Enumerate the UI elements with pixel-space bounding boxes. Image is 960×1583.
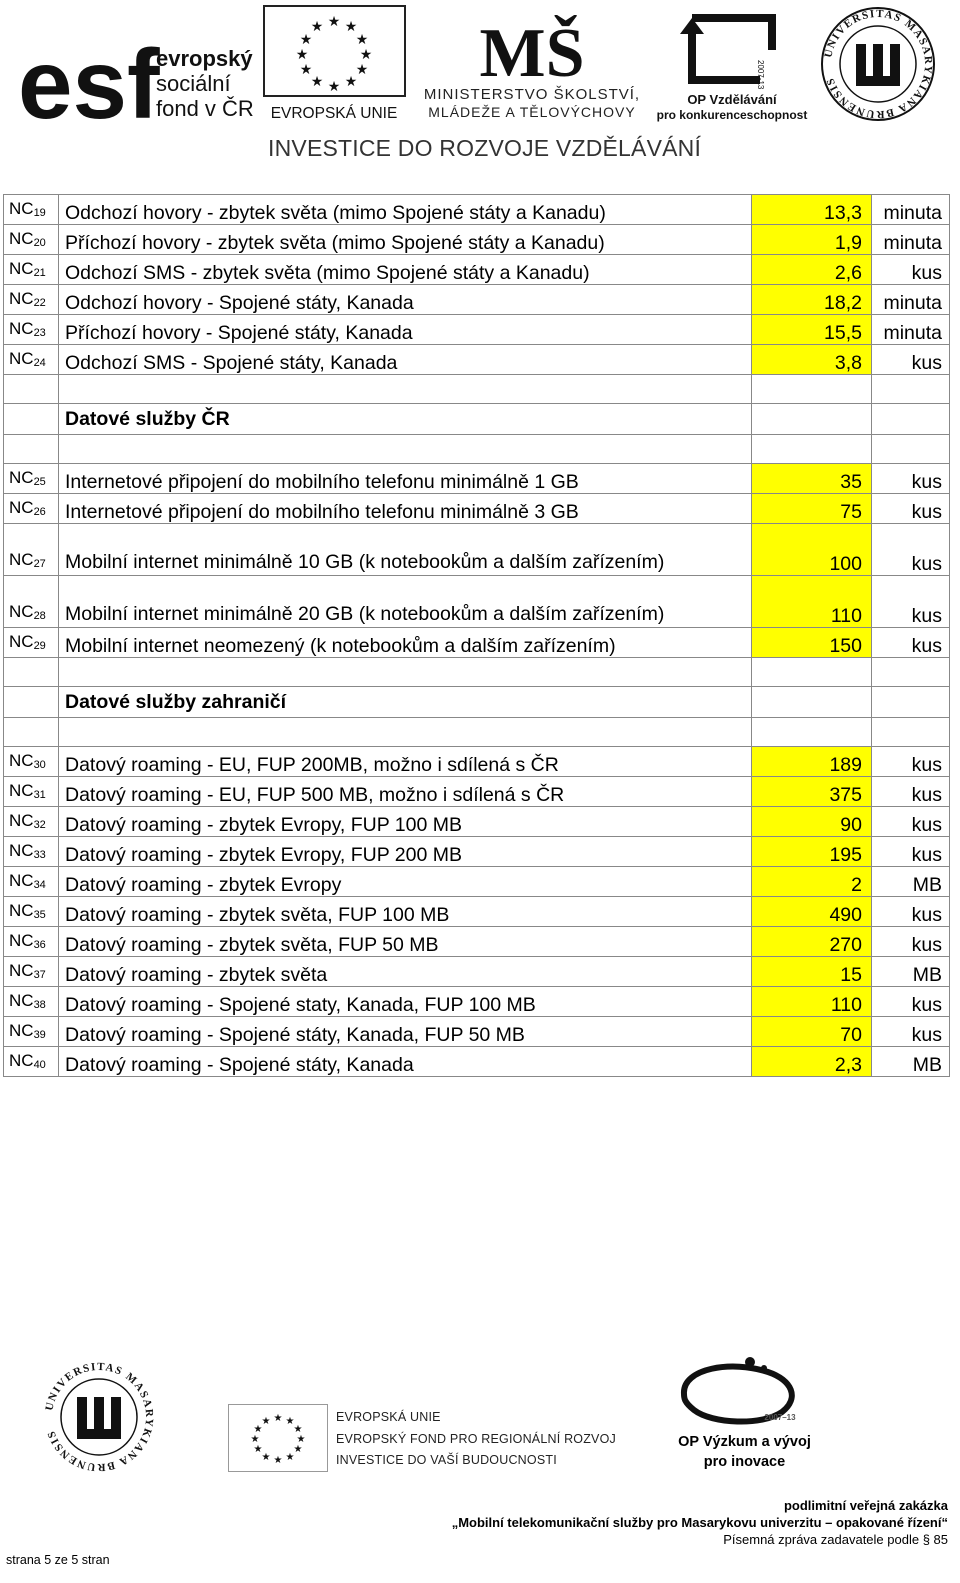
item-code [4, 255, 59, 285]
item-description: Datový roaming - zbytek světa [59, 957, 752, 987]
item-unit: kus [872, 464, 950, 494]
item-description: Mobilní internet minimálně 10 GB (k notebookům a dalším zařízením) [59, 524, 752, 576]
item-unit: MB [872, 957, 950, 987]
item-description: Datový roaming - EU, FUP 200MB, možno i sdílená s ČR [59, 747, 752, 777]
msmt-logo [412, 4, 652, 122]
item-code-prefix: NC [9, 199, 34, 218]
item-code-prefix: NC [9, 1021, 34, 1040]
item-quantity: 18,2 [752, 285, 872, 315]
svg-text:★: ★ [344, 73, 358, 89]
item-code-prefix: NC [9, 602, 34, 621]
item-code-number: 19 [33, 207, 46, 219]
item-quantity: 15,5 [752, 315, 872, 345]
svg-text:★: ★ [285, 1452, 295, 1463]
item-unit: kus [872, 927, 950, 957]
item-unit: MB [872, 1047, 950, 1077]
item-code-number: 40 [33, 1059, 46, 1071]
item-unit: minuta [872, 195, 950, 225]
item-description: Datový roaming - zbytek světa, FUP 50 MB [59, 927, 752, 957]
eu-footer-line-3: INVESTICE DO VAŠÍ BUDOUCNOSTI [336, 1453, 557, 1467]
item-description: Odchozí hovory - Spojené státy, Kanada [59, 285, 752, 315]
item-unit [872, 658, 950, 687]
table-row [4, 777, 950, 807]
item-code [4, 897, 59, 927]
item-code-prefix: NC [9, 468, 34, 487]
item-description: Odchozí SMS - Spojené státy, Kanada [59, 345, 752, 375]
item-code [4, 1047, 59, 1077]
item-unit: minuta [872, 285, 950, 315]
svg-text:★: ★ [253, 1424, 263, 1435]
item-code-prefix: NC [9, 991, 34, 1010]
item-code [4, 1017, 59, 1047]
eu-label: EVROPSKÁ UNIE [270, 105, 398, 122]
item-quantity: 375 [752, 777, 872, 807]
item-description: Datový roaming - Spojené státy, Kanada [59, 1047, 752, 1077]
item-code-number: 37 [33, 969, 46, 981]
item-description: Datový roaming - EU, FUP 500 MB, možno i sdílená s ČR [59, 777, 752, 807]
item-unit [872, 435, 950, 464]
svg-text:★: ★ [250, 1434, 260, 1445]
star-circle-icon [251, 1413, 306, 1466]
svg-text:★: ★ [299, 61, 313, 77]
item-unit: kus [872, 255, 950, 285]
msmt-text-1: MINISTERSTVO ŠKOLSTVÍ, [423, 86, 641, 103]
item-quantity [752, 718, 872, 747]
item-code-number: 22 [33, 297, 46, 309]
item-unit: kus [872, 837, 950, 867]
item-code-number: 29 [33, 640, 46, 652]
item-code-number: 28 [33, 610, 46, 622]
item-unit: MB [872, 867, 950, 897]
item-code [4, 987, 59, 1017]
opvv-text-1: OP Výzkum a vývoj [678, 1434, 811, 1450]
item-description: Příchozí hovory - Spojené státy, Kanada [59, 315, 752, 345]
item-code [4, 867, 59, 897]
item-quantity: 2,6 [752, 255, 872, 285]
table-row [4, 747, 950, 777]
item-code-prefix: NC [9, 259, 34, 278]
item-code [4, 195, 59, 225]
eu-flag-logo [262, 4, 407, 122]
item-code-number: 20 [33, 237, 46, 249]
item-code-number: 33 [33, 849, 46, 861]
item-description: Internetové připojení do mobilního telefonu minimálně 1 GB [59, 464, 752, 494]
item-unit: kus [872, 494, 950, 524]
item-quantity: 2 [752, 867, 872, 897]
star-circle-icon [296, 13, 373, 94]
item-description [59, 718, 752, 747]
item-description: Internetové připojení do mobilního telefonu minimálně 3 GB [59, 494, 752, 524]
item-quantity: 270 [752, 927, 872, 957]
item-quantity: 490 [752, 897, 872, 927]
item-code-prefix: NC [9, 289, 34, 308]
tagline: INVESTICE DO ROZVOJE VZDĚLÁVÁNÍ [268, 135, 702, 161]
item-description [59, 658, 752, 687]
item-unit [872, 718, 950, 747]
svg-text:★: ★ [310, 18, 324, 34]
item-unit: kus [872, 987, 950, 1017]
svg-text:★: ★ [261, 1416, 271, 1427]
item-quantity: 3,8 [752, 345, 872, 375]
item-description: Datový roaming - zbytek Evropy [59, 867, 752, 897]
item-code-prefix: NC [9, 901, 34, 920]
item-code [4, 225, 59, 255]
item-code-number: 35 [33, 909, 46, 921]
opvk-years: 2007-13 [756, 60, 765, 90]
table-row [4, 255, 950, 285]
eu-footer-line-2: EVROPSKÝ FOND PRO REGIONÁLNÍ ROZVOJ [336, 1432, 616, 1446]
eu-flag-footer-logo [228, 1404, 328, 1472]
item-unit: kus [872, 628, 950, 658]
item-description: Datový roaming - zbytek světa, FUP 100 MB [59, 897, 752, 927]
opvk-text-1: OP Vzdělávání [687, 92, 777, 107]
svg-text:★: ★ [327, 78, 341, 94]
item-code-prefix: NC [9, 871, 34, 890]
footer-logos [0, 1350, 960, 1480]
item-unit: kus [872, 897, 950, 927]
item-description: Datový roaming - Spojené státy, Kanada, FUP 50 MB [59, 1017, 752, 1047]
item-code-prefix: NC [9, 841, 34, 860]
item-description [59, 435, 752, 464]
item-quantity: 35 [752, 464, 872, 494]
opvv-text [672, 1432, 817, 1472]
table-row [4, 897, 950, 927]
item-code [4, 628, 59, 658]
svg-text:★: ★ [253, 1444, 263, 1455]
item-code [4, 837, 59, 867]
item-quantity: 150 [752, 628, 872, 658]
svg-text:UNIVERSITAS MASARYKIANA BRUNEN: UNIVERSITAS MASARYKIANA BRUNENSIS [43, 1360, 156, 1474]
svg-text:UNIVERSITAS MASARYKIANA BRUNEN: UNIVERSITAS MASARYKIANA BRUNENSIS [822, 7, 935, 121]
item-code-number: 24 [33, 357, 46, 369]
item-quantity: 195 [752, 837, 872, 867]
section-header-row [4, 687, 950, 718]
spacer-row [4, 718, 950, 747]
section-header-row [4, 404, 950, 435]
item-description: Příchozí hovory - zbytek světa (mimo Spojené státy a Kanadu) [59, 225, 752, 255]
item-unit: kus [872, 747, 950, 777]
item-code-prefix: NC [9, 498, 34, 517]
footer-info [452, 1497, 948, 1548]
report-reference: Písemná zpráva zadavatele podle § 85 [723, 1532, 948, 1547]
svg-text:★: ★ [261, 1452, 271, 1463]
item-quantity: 110 [752, 987, 872, 1017]
item-description: Mobilní internet neomezený (k notebookům a dalším zařízením) [59, 628, 752, 658]
item-code-number: 32 [33, 819, 46, 831]
item-quantity: 110 [752, 576, 872, 628]
tender-name: „Mobilní telekomunikační služby pro Masarykovu univerzitu – opakované řízení“ [451, 1515, 948, 1530]
price-table [3, 194, 950, 1077]
item-description: Odchozí SMS - zbytek světa (mimo Spojené státy a Kanadu) [59, 255, 752, 285]
item-code-prefix: NC [9, 632, 34, 651]
svg-text:★: ★ [359, 46, 373, 62]
item-code-number: 34 [33, 879, 46, 891]
item-code-prefix: NC [9, 319, 34, 338]
item-unit: minuta [872, 225, 950, 255]
item-code [4, 747, 59, 777]
item-description [59, 375, 752, 404]
item-unit: minuta [872, 315, 950, 345]
table-row [4, 494, 950, 524]
item-quantity: 2,3 [752, 1047, 872, 1077]
item-description: Datový roaming - zbytek Evropy, FUP 100 MB [59, 807, 752, 837]
table-row [4, 628, 950, 658]
muni-seal-logo [818, 4, 938, 124]
item-code-number: 23 [33, 327, 46, 339]
item-code [4, 435, 59, 464]
item-code-prefix: NC [9, 961, 34, 980]
spacer-row [4, 435, 950, 464]
item-code [4, 375, 59, 404]
svg-text:★: ★ [293, 1424, 303, 1435]
section-title: Datové služby ČR [59, 404, 752, 435]
item-unit [872, 404, 950, 435]
opvk-text-2: pro konkurenceschopnost [656, 108, 808, 122]
item-code [4, 494, 59, 524]
item-unit: kus [872, 777, 950, 807]
item-code [4, 315, 59, 345]
svg-text:esf: esf [18, 30, 160, 130]
table-row [4, 807, 950, 837]
item-code-prefix: NC [9, 751, 34, 770]
table-row [4, 927, 950, 957]
table-row [4, 225, 950, 255]
item-quantity [752, 687, 872, 718]
item-unit: kus [872, 1017, 950, 1047]
item-unit: kus [872, 345, 950, 375]
item-description: Datový roaming - zbytek Evropy, FUP 200 MB [59, 837, 752, 867]
item-unit: kus [872, 807, 950, 837]
item-code [4, 777, 59, 807]
item-code [4, 807, 59, 837]
item-code-number: 21 [33, 267, 46, 279]
item-unit: kus [872, 576, 950, 628]
page-number: strana 5 ze 5 stran [6, 1553, 110, 1567]
item-code [4, 464, 59, 494]
item-quantity: 15 [752, 957, 872, 987]
svg-text:★: ★ [295, 46, 309, 62]
table-row [4, 987, 950, 1017]
svg-text:★: ★ [273, 1455, 283, 1466]
esf-logo [18, 30, 258, 130]
svg-text:★: ★ [296, 1434, 306, 1445]
table-row [4, 837, 950, 867]
item-quantity [752, 375, 872, 404]
svg-text:★: ★ [293, 1444, 303, 1455]
opvv-years: 2007–13 [764, 1413, 796, 1422]
item-code [4, 285, 59, 315]
table-row [4, 464, 950, 494]
opvv-logo [672, 1354, 817, 1432]
item-code-number: 39 [33, 1029, 46, 1041]
item-code [4, 927, 59, 957]
item-description: Odchozí hovory - zbytek světa (mimo Spojené státy a Kanadu) [59, 195, 752, 225]
svg-text:MŠ: MŠ [479, 15, 585, 92]
item-quantity [752, 435, 872, 464]
msmt-text-2: MLÁDEŽE A TĚLOVÝCHOVY [428, 104, 636, 120]
table-row [4, 867, 950, 897]
table-row [4, 524, 950, 576]
item-unit: kus [872, 524, 950, 576]
spacer-row [4, 375, 950, 404]
eu-footer-line-1: EVROPSKÁ UNIE [336, 1410, 441, 1424]
item-quantity: 1,9 [752, 225, 872, 255]
table-row [4, 1047, 950, 1077]
item-code-prefix: NC [9, 550, 34, 569]
table-row [4, 285, 950, 315]
item-description: Datový roaming - Spojené staty, Kanada, FUP 100 MB [59, 987, 752, 1017]
muni-seal-footer-logo [40, 1358, 158, 1476]
item-code-prefix: NC [9, 229, 34, 248]
item-code-number: 27 [33, 558, 46, 570]
item-code-prefix: NC [9, 349, 34, 368]
table-row [4, 345, 950, 375]
svg-text:★: ★ [310, 73, 324, 89]
item-quantity: 13,3 [752, 195, 872, 225]
item-code [4, 718, 59, 747]
item-quantity [752, 404, 872, 435]
spacer-row [4, 658, 950, 687]
item-quantity [752, 658, 872, 687]
item-quantity: 90 [752, 807, 872, 837]
svg-text:★: ★ [285, 1416, 295, 1427]
item-code-number: 31 [33, 789, 46, 801]
esf-text-3: fond v ČR [156, 96, 254, 121]
svg-text:★: ★ [355, 61, 369, 77]
svg-text:★: ★ [327, 13, 341, 29]
esf-text-1: evropský [156, 46, 253, 71]
item-code [4, 524, 59, 576]
svg-text:★: ★ [344, 18, 358, 34]
table-row [4, 195, 950, 225]
svg-text:★: ★ [273, 1413, 283, 1424]
opvv-text-2: pro inovace [703, 1454, 786, 1470]
item-code [4, 687, 59, 718]
item-unit [872, 375, 950, 404]
opvk-logo [652, 10, 812, 122]
item-code-number: 36 [33, 939, 46, 951]
item-code-prefix: NC [9, 781, 34, 800]
page-header [0, 0, 960, 170]
item-quantity: 70 [752, 1017, 872, 1047]
item-quantity: 75 [752, 494, 872, 524]
item-description: Mobilní internet minimálně 20 GB (k notebookům a dalším zařízením) [59, 576, 752, 628]
item-code [4, 404, 59, 435]
item-code-prefix: NC [9, 931, 34, 950]
tender-type: podlimitní veřejná zakázka [783, 1498, 948, 1513]
item-code [4, 957, 59, 987]
svg-text:★: ★ [355, 31, 369, 47]
item-code-prefix: NC [9, 811, 34, 830]
item-quantity: 100 [752, 524, 872, 576]
item-code-number: 26 [33, 506, 46, 518]
item-code [4, 658, 59, 687]
section-title: Datové služby zahraničí [59, 687, 752, 718]
table-row [4, 576, 950, 628]
table-row [4, 957, 950, 987]
item-code-number: 30 [33, 759, 46, 771]
esf-text-2: sociální [156, 71, 231, 96]
table-row [4, 1017, 950, 1047]
item-code-number: 38 [33, 999, 46, 1011]
item-code-number: 25 [33, 476, 46, 488]
item-code [4, 345, 59, 375]
item-code [4, 576, 59, 628]
svg-text:★: ★ [299, 31, 313, 47]
item-quantity: 189 [752, 747, 872, 777]
item-unit [872, 687, 950, 718]
table-row [4, 315, 950, 345]
item-code-prefix: NC [9, 1051, 34, 1070]
